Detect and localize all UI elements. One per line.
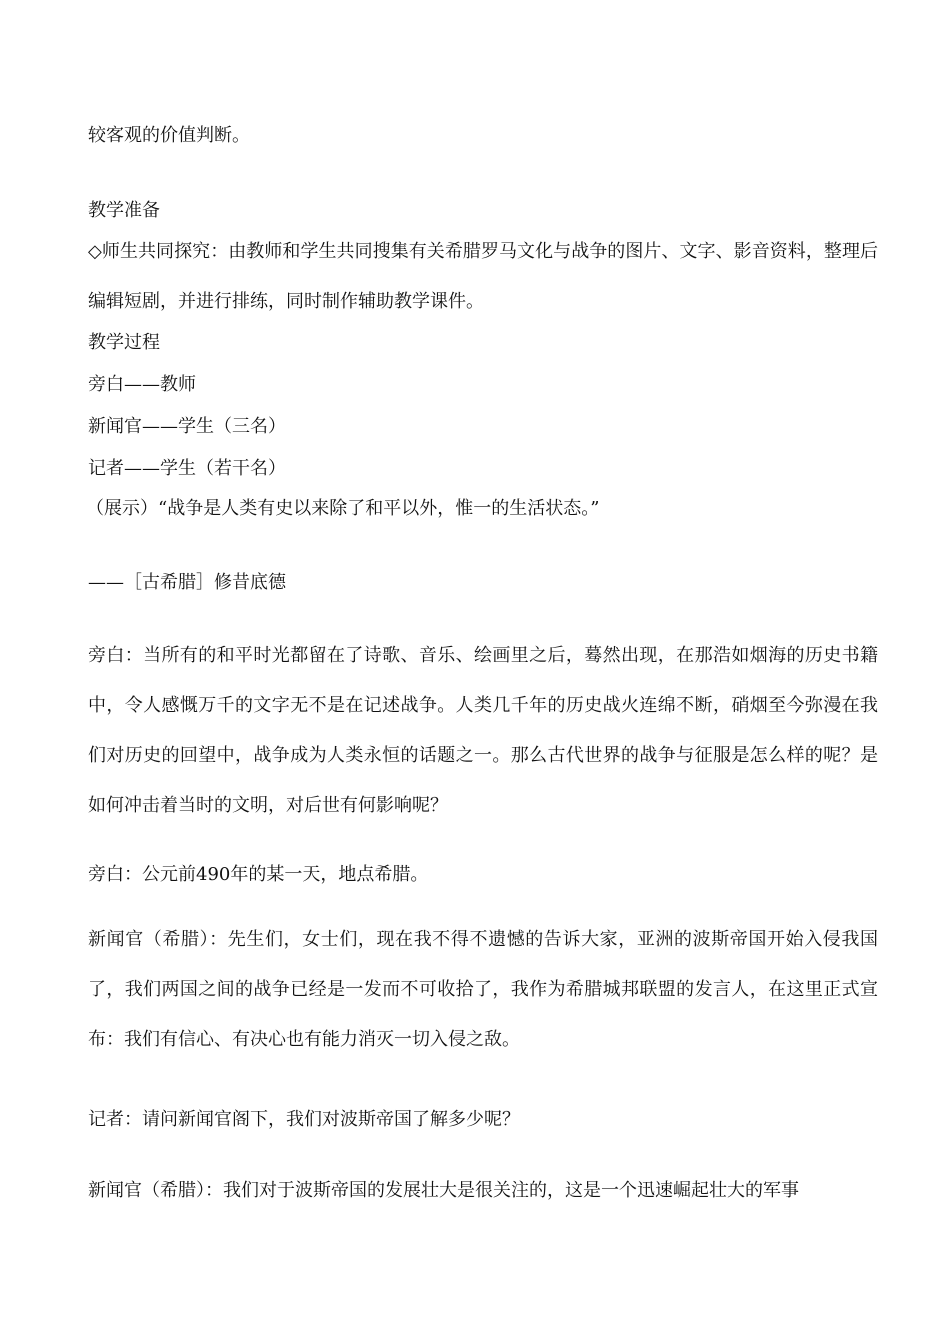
- role-reporter: 记者——学生（若干名）: [88, 458, 286, 479]
- heading-teaching-process: 教学过程: [88, 332, 160, 353]
- paragraph-narration-date: 旁白：公元前490年的某一天，地点希腊。: [88, 864, 429, 885]
- heading-teaching-preparation: 教学准备: [88, 200, 160, 221]
- text-line-value-judgment: 较客观的价值判断。: [88, 125, 250, 146]
- quote-attribution: ——［古希腊］修昔底德: [88, 572, 286, 593]
- role-narrator: 旁白——教师: [88, 374, 196, 395]
- paragraph-reporter-question: 记者：请问新闻官阁下，我们对波斯帝国了解多少呢？: [88, 1109, 520, 1130]
- paragraph-press-officer-answer: 新闻官（希腊）：我们对于波斯帝国的发展壮大是很关注的，这是一个迅速崛起壮大的军事: [88, 1180, 799, 1201]
- paragraph-narration-intro: 旁白：当所有的和平时光都留在了诗歌、音乐、绘画里之后，蓦然出现，在那浩如烟海的历史书籍中，令人感慨万千的文字无不是在记述战争。人类几千年的历史战火连绵不断，硝烟至今弥漫在我们对历史的回望中，战争成为人类永恒的话题之一。那么古代世界的战争与征服是怎么样的呢？是如何冲击着当时的文明，对后世有何影响呢？: [88, 645, 878, 816]
- quote-display: （展示）“战争是人类有史以来除了和平以外，惟一的生活状态。”: [86, 498, 600, 519]
- paragraph-press-officer-statement: 新闻官（希腊）：先生们，女士们，现在我不得不遗憾的告诉大家，亚洲的波斯帝国开始入侵我国了，我们两国之间的战争已经是一发而不可收拾了，我作为希腊城邦联盟的发言人，在这里正式宣布：我们有信心、有决心也有能力消灭一切入侵之敌。: [88, 929, 878, 1050]
- paragraph-preparation: ◇师生共同探究：由教师和学生共同搜集有关希腊罗马文化与战争的图片、文字、影音资料，整理后编辑短剧，并进行排练，同时制作辅助教学课件。: [88, 241, 878, 312]
- role-press-officer: 新闻官——学生（三名）: [88, 416, 286, 437]
